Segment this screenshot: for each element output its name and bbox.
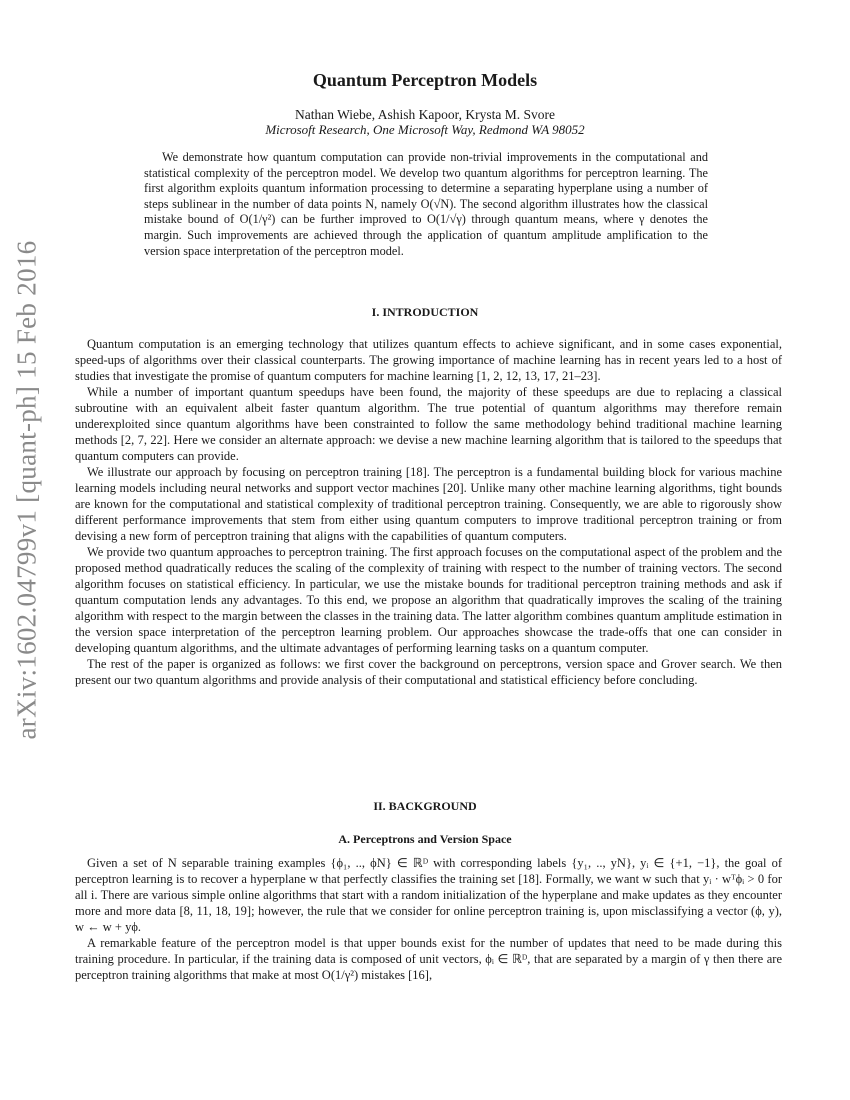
intro-paragraph: The rest of the paper is organized as follows: we first cover the background on perceptrons, version space and Grover search. We then present our two quantum algorithms and provide analysis of their computational and statistical efficiency before concluding.	[75, 657, 782, 687]
introduction-body	[75, 336, 782, 688]
arxiv-sidebar	[2, 240, 52, 740]
intro-paragraph: While a number of important quantum speedups have been found, the majority of these speedups are due to replacing a classical subroutine with an equivalent albeit faster quantum algorithm. The true potential of quantum algorithms may therefore remain underexploited since quantum algorithms have been constrainted to follow the same methodology behind traditional machine learning methods [2, 7, 22]. Here we consider an alternate approach: we devise a new machine learning algorithm that is tailored to the speedups that quantum computers can provide.	[75, 385, 782, 463]
abstract: We demonstrate how quantum computation can provide non-trivial improvements in the computational and statistical complexity of the perceptron model. We develop two quantum algorithms for perceptron learning. The first algorithm exploits quantum information processing to determine a separating hyperplane using a number of steps sublinear in the number of data points N, namely O(√N). The second algorithm illustrates how the classical mistake bound of O(1/γ²) can be further improved to O(1/√γ) through quantum means, where γ denotes the margin. Such improvements are achieved through the application of quantum amplitude amplification to the version space interpretation of the perceptron model.	[144, 150, 708, 258]
section-heading-background: II. BACKGROUND	[373, 799, 477, 813]
arxiv-identifier: arXiv:1602.04799v1 [quant-ph] 15 Feb 2016	[11, 240, 42, 740]
intro-paragraph: We provide two quantum approaches to perceptron training. The first approach focuses on the computational aspect of the problem and the proposed method quadratically reduces the scaling of the complexity of training with respect to the number of training vectors. The second algorithm focuses on statistical efficiency. In particular, we use the mistake bounds for traditional perceptron training methods and ask if quantum computation lends any advantages. To this end, we propose an algorithm that quadratically improves the scaling of the training algorithm with respect to the margin between the classes in the training data. The latter algorithm combines quantum amplitude estimation in the version space interpretation of the perceptron learning problem. Our approaches showcase the trade-offs that one can consider in developing quantum algorithms, and the ultimate advantages of performing learning tasks on a quantum computer.	[75, 545, 782, 655]
background-paragraph: Given a set of N separable training examples {ϕ₁, .., ϕN} ∈ ℝᴰ with corresponding labels {y₁, .., yN}, yᵢ ∈ {+1, −1}, the goal of perceptron learning is to recover a hyperplane w that perfectly classifies the training set [18]. Formally, we want w such that yᵢ · wᵀϕᵢ > 0 for all i. There are various simple online algorithms that start with a random initialization of the hyperplane and make updates as they encounter more and more data [8, 11, 18, 19]; however, the rule that we consider for online perceptron training is, upon misclassifying a vector (ϕ, y), w ← w + yϕ.	[75, 856, 782, 934]
section-heading-introduction: I. INTRODUCTION	[371, 305, 479, 319]
intro-paragraph: We illustrate our approach by focusing on perceptron training [18]. The perceptron is a fundamental building block for various machine learning models including neural networks and support vector machines [20]. Unlike many other machine learning algorithms, tight bounds are known for the computational and statistical complexity of traditional perceptron training. Consequently, we are able to rigorously show different performance improvements that stem from either using quantum computers to improve traditional perceptron training or from devising a new form of perceptron training that aligns with the capabilities of quantum computers.	[75, 465, 782, 543]
background-paragraph: A remarkable feature of the perceptron model is that upper bounds exist for the number of updates that need to be made during this training procedure. In particular, if the training data is composed of unit vectors, ϕᵢ ∈ ℝᴰ, that are separated by a margin of γ then there are perceptron training algorithms that make at most O(1/γ²) mistakes [16],	[75, 936, 782, 982]
background-body	[75, 855, 782, 983]
intro-paragraph: Quantum computation is an emerging technology that utilizes quantum effects to achieve significant, and in some cases exponential, speed-ups of algorithms over their classical counterparts. The growing importance of machine learning has in recent years led to a host of studies that investigate the promise of quantum computers for machine learning [1, 2, 12, 13, 17, 21–23].	[75, 337, 782, 383]
paper-authors: Nathan Wiebe, Ashish Kapoor, Krysta M. Svore	[294, 107, 555, 122]
paper-title: Quantum Perceptron Models	[312, 70, 538, 90]
subsection-heading-perceptrons: A. Perceptrons and Version Space	[338, 832, 512, 846]
paper-affiliation: Microsoft Research, One Microsoft Way, Redmond WA 98052	[265, 122, 585, 137]
